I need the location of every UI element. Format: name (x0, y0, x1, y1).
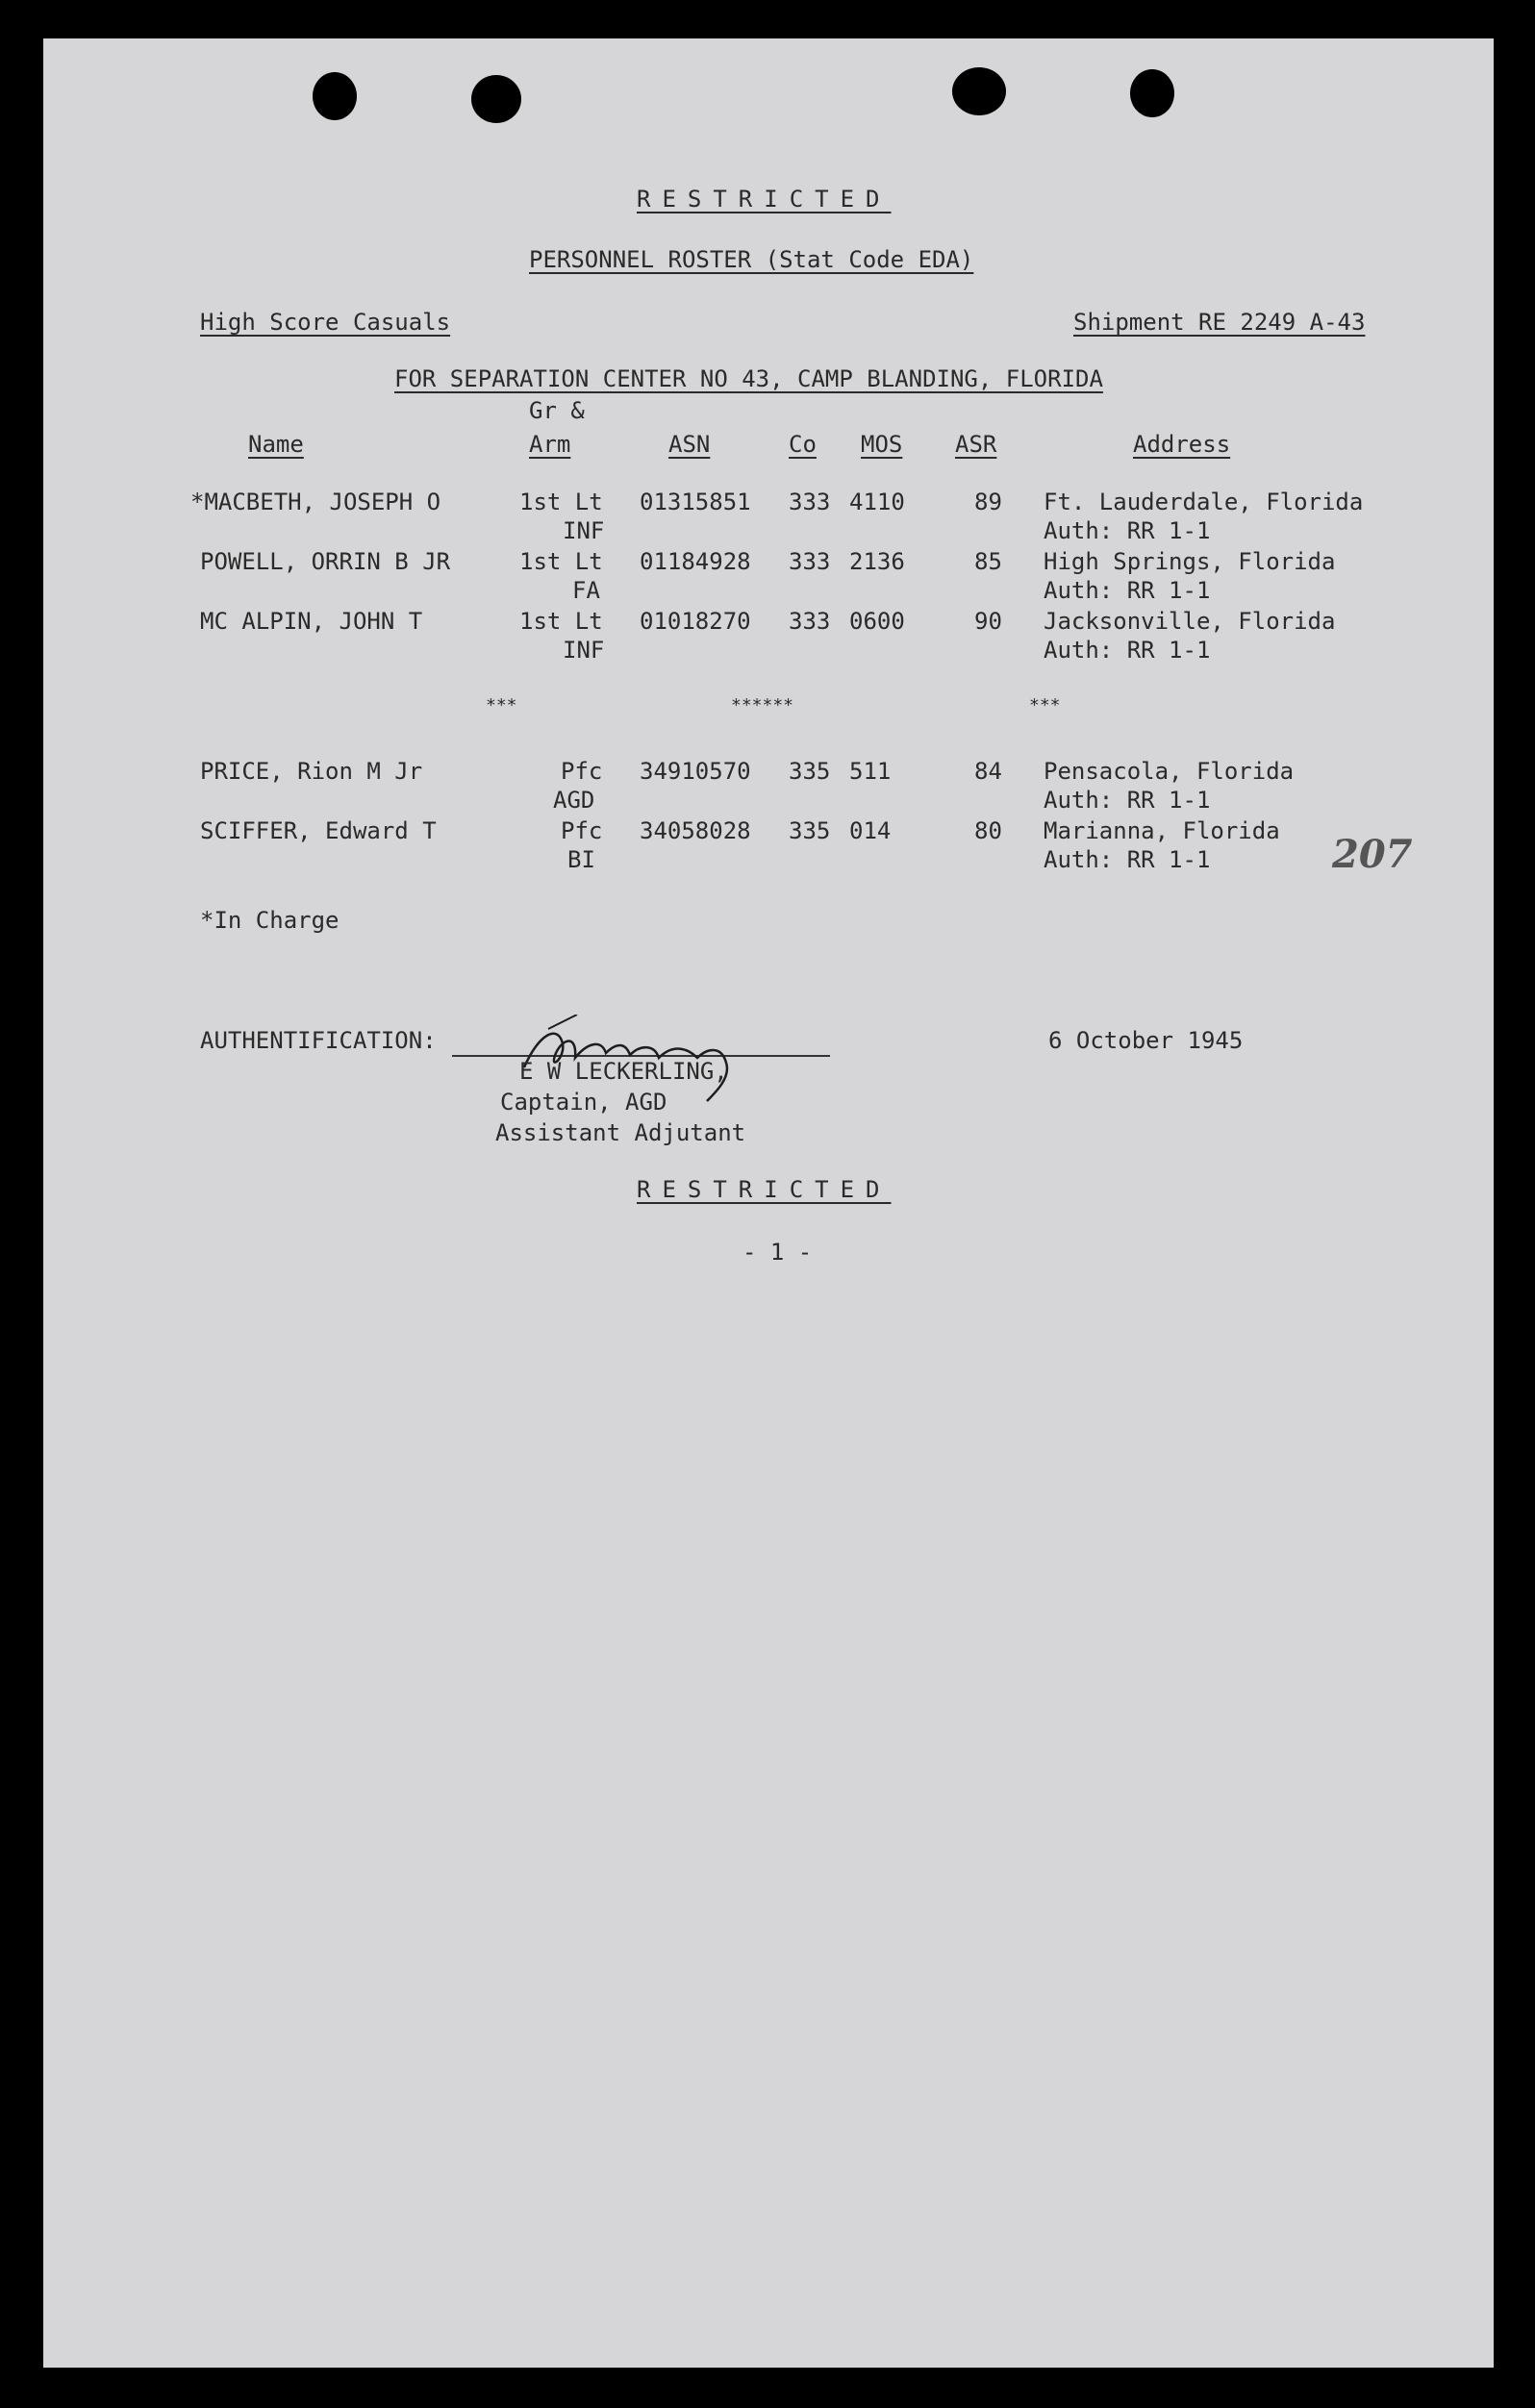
row-asn: 01018270 (640, 608, 751, 635)
page-number: - 1 - (742, 1239, 813, 1266)
row-arm: INF (563, 517, 605, 544)
col-header-gr-line2: Arm (529, 431, 571, 458)
row-auth: Auth: RR 1-1 (1044, 517, 1211, 544)
row-mos: 2136 (849, 548, 905, 575)
row-asn: 01184928 (640, 548, 751, 575)
col-header-gr-line1: Gr & (529, 397, 585, 424)
row-auth: Auth: RR 1-1 (1044, 846, 1211, 873)
punch-hole (1130, 69, 1174, 117)
row-name: MC ALPIN, JOHN T (200, 608, 423, 635)
row-asr: 85 (974, 548, 1002, 575)
row-co: 335 (789, 758, 831, 785)
row-asr: 84 (974, 758, 1002, 785)
row-name: *MACBETH, JOSEPH O (190, 489, 441, 515)
col-header-asn: ASN (668, 431, 711, 458)
col-header-address: Address (1133, 431, 1231, 458)
col-header-name: Name (248, 431, 304, 458)
in-charge-note: *In Charge (200, 907, 340, 934)
punch-hole (952, 67, 1006, 115)
casual-type: High Score Casuals (200, 309, 451, 336)
separator: *** (486, 695, 517, 715)
row-asr: 89 (974, 489, 1002, 515)
roster-title: PERSONNEL ROSTER (Stat Code EDA) (529, 246, 974, 273)
separator: *** (1029, 695, 1061, 715)
row-address: Pensacola, Florida (1044, 758, 1295, 785)
row-grade: 1st Lt (519, 489, 603, 515)
row-co: 333 (789, 489, 831, 515)
row-mos: 014 (849, 817, 892, 844)
row-co: 333 (789, 548, 831, 575)
row-asr: 80 (974, 817, 1002, 844)
row-auth: Auth: RR 1-1 (1044, 637, 1211, 664)
row-grade: 1st Lt (519, 548, 603, 575)
authentication-label: AUTHENTIFICATION: (200, 1027, 437, 1054)
row-address: Jacksonville, Florida (1044, 608, 1336, 635)
row-mos: 511 (849, 758, 892, 785)
col-header-mos: MOS (861, 431, 903, 458)
signer-name: E W LECKERLING, (519, 1058, 728, 1085)
row-name: POWELL, ORRIN B JR (200, 548, 451, 575)
separation-center: FOR SEPARATION CENTER NO 43, CAMP BLANDING, FLORIDA (394, 365, 1103, 392)
row-address: Ft. Lauderdale, Florida (1044, 489, 1364, 515)
restricted-bottom: RESTRICTED (637, 1176, 892, 1203)
row-grade: Pfc (561, 758, 603, 785)
row-asr: 90 (974, 608, 1002, 635)
row-address: High Springs, Florida (1044, 548, 1336, 575)
row-mos: 4110 (849, 489, 905, 515)
row-asn: 34910570 (640, 758, 751, 785)
row-auth: Auth: RR 1-1 (1044, 577, 1211, 604)
row-arm: BI (567, 846, 595, 873)
row-asn: 01315851 (640, 489, 751, 515)
signer-rank: Captain, AGD (500, 1089, 667, 1116)
document-page (43, 38, 1494, 2368)
row-co: 333 (789, 608, 831, 635)
row-mos: 0600 (849, 608, 905, 635)
col-header-co: Co (789, 431, 817, 458)
punch-hole (471, 75, 521, 123)
row-arm: AGD (553, 787, 595, 814)
row-asn: 34058028 (640, 817, 751, 844)
row-name: SCIFFER, Edward T (200, 817, 437, 844)
shipment-number: Shipment RE 2249 A-43 (1073, 309, 1366, 336)
row-name: PRICE, Rion M Jr (200, 758, 423, 785)
row-auth: Auth: RR 1-1 (1044, 787, 1211, 814)
row-grade: 1st Lt (519, 608, 603, 635)
row-arm: FA (572, 577, 600, 604)
row-co: 335 (789, 817, 831, 844)
col-header-asr: ASR (955, 431, 997, 458)
row-grade: Pfc (561, 817, 603, 844)
punch-hole (313, 72, 357, 120)
stamp-number: 207 (1332, 832, 1413, 877)
document-date: 6 October 1945 (1048, 1027, 1244, 1054)
separator: ****** (731, 695, 794, 715)
row-address: Marianna, Florida (1044, 817, 1280, 844)
signer-title: Assistant Adjutant (495, 1119, 746, 1146)
restricted-top: RESTRICTED (637, 186, 892, 213)
row-arm: INF (563, 637, 605, 664)
